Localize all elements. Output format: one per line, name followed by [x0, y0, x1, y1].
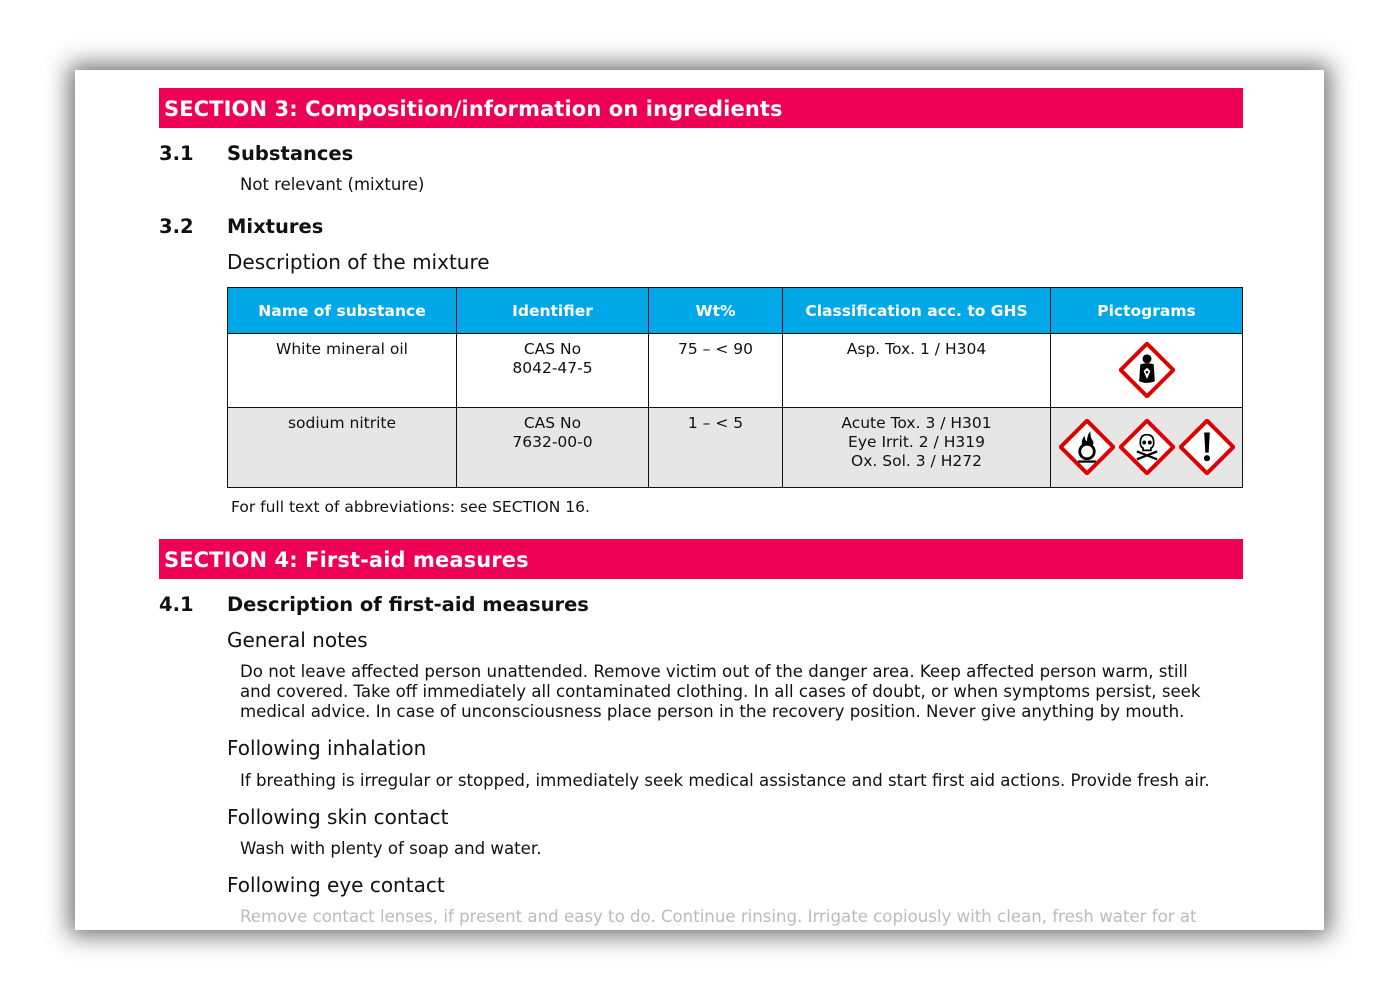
- identifier-value: 8042-47-5: [512, 359, 593, 377]
- inhalation-title: Following inhalation: [227, 736, 427, 760]
- weight-percent: 1 – < 5: [649, 408, 783, 488]
- general-notes-text: [240, 662, 1240, 722]
- heading-title: Mixtures: [227, 215, 324, 238]
- column-header: Name of substance: [228, 288, 457, 334]
- abbreviations-note: For full text of abbreviations: see SECTION 16.: [231, 498, 590, 516]
- section-3-header: SECTION 3: Composition/information on ingredients: [159, 88, 1243, 128]
- section-4-header: SECTION 4: First-aid measures: [159, 539, 1243, 579]
- text-line: medical advice. In case of unconsciousness place person in the recovery position. Never give anything by mouth.: [240, 702, 1185, 721]
- heading-title: Substances: [227, 142, 354, 165]
- general-notes-title: General notes: [227, 628, 368, 652]
- pictogram-cell: [1051, 334, 1243, 408]
- heading-number: 3.1: [159, 142, 194, 165]
- identifier-type: CAS No: [523, 414, 582, 432]
- text-line: and covered. Take off immediately all contaminated clothing. In all cases of doubt, or when symptoms persist, seek: [240, 682, 1201, 701]
- table-row: [228, 334, 1243, 408]
- text-line: Do not leave affected person unattended. Remove victim out of the danger area. Keep affected person warm, still: [240, 662, 1188, 681]
- substances-text: Not relevant (mixture): [240, 175, 425, 194]
- ghs-classification: [783, 334, 1051, 408]
- classification-line: Asp. Tox. 1 / H304: [846, 340, 987, 358]
- mixture-description-title: Description of the mixture: [227, 250, 490, 274]
- heading-title: Description of first-aid measures: [227, 593, 589, 616]
- column-header: Identifier: [457, 288, 649, 334]
- mixture-table: [227, 287, 1243, 488]
- flame-over-circle-icon: [1059, 419, 1115, 475]
- classification-line: Acute Tox. 3 / H301: [841, 414, 992, 432]
- health-hazard-icon: [1119, 342, 1175, 398]
- exclamation-mark-icon: [1179, 419, 1235, 475]
- skin-contact-title: Following skin contact: [227, 805, 449, 829]
- inhalation-text: If breathing is irregular or stopped, immediately seek medical assistance and start first aid actions. Provide fresh air.: [240, 771, 1210, 790]
- heading-3-1: [159, 142, 353, 165]
- column-header: Classification acc. to GHS: [783, 288, 1051, 334]
- table-header-row: [228, 288, 1243, 334]
- eye-contact-title: Following eye contact: [227, 873, 445, 897]
- skin-contact-text: Wash with plenty of soap and water.: [240, 839, 542, 858]
- identifier-cell: [457, 334, 649, 408]
- heading-number: 4.1: [159, 593, 194, 616]
- document-page: [75, 70, 1324, 930]
- classification-line: Ox. Sol. 3 / H272: [851, 452, 982, 470]
- substance-name: sodium nitrite: [228, 408, 457, 488]
- skull-crossbones-icon: [1119, 419, 1175, 475]
- weight-percent: 75 – < 90: [649, 334, 783, 408]
- ghs-classification: [783, 408, 1051, 488]
- heading-4-1: [159, 593, 589, 616]
- eye-contact-text: Remove contact lenses, if present and easy to do. Continue rinsing. Irrigate copiously with clean, fresh water for at: [240, 907, 1197, 926]
- heading-3-2: [159, 215, 323, 238]
- substance-name: White mineral oil: [228, 334, 457, 408]
- table-row: [228, 408, 1243, 488]
- identifier-type: CAS No: [523, 340, 582, 358]
- identifier-value: 7632-00-0: [512, 433, 593, 451]
- pictogram-cell: [1051, 408, 1243, 488]
- identifier-cell: [457, 408, 649, 488]
- column-header: Wt%: [649, 288, 783, 334]
- heading-number: 3.2: [159, 215, 194, 238]
- classification-line: Eye Irrit. 2 / H319: [848, 433, 985, 451]
- column-header: Pictograms: [1051, 288, 1243, 334]
